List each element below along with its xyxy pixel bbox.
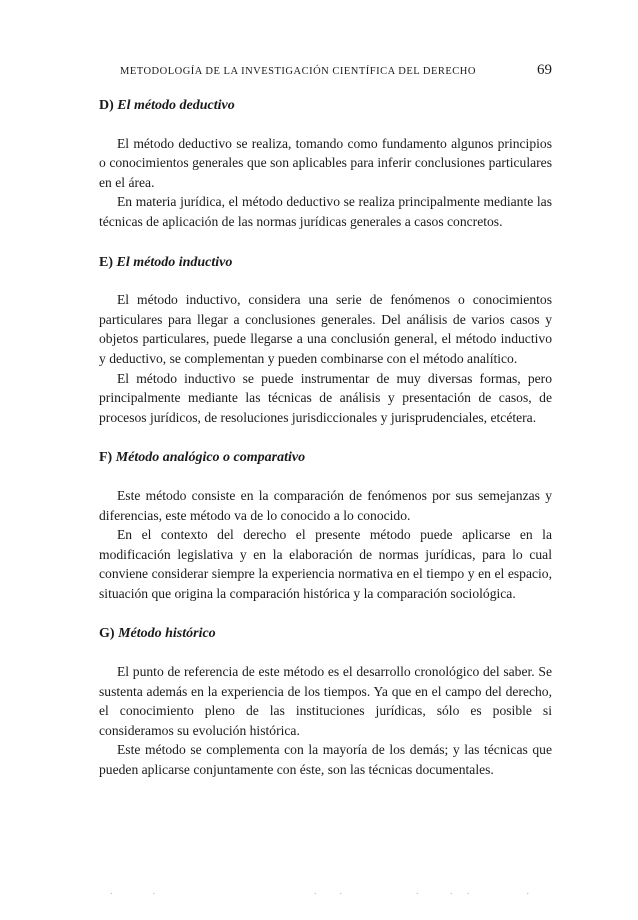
paragraph: Este método se complementa con la mayoría de los demás; y las técnicas que pueden aplicarse conjuntamente con éste, son las técnicas documentales. [99,742,552,778]
section-historical-method [99,624,552,779]
running-title: METODOLOGÍA DE LA INVESTIGACIÓN CIENTÍFICA DEL DERECHO [120,66,476,77]
paragraph: El punto de referencia de este método es el desarrollo cronológico del saber. Se sustenta además en la experiencia de los tiempos. Ya que en el campo del derecho, el conocimiento pleno de las instituciones jurídicas, sólo es posible si consideramos su evolución histórica. [99,664,552,738]
paragraph: El método deductivo se realiza, tomando como fundamento algunos principios o conocimientos generales que son aplicables para inferir conclusiones particulares en el área. [99,135,552,190]
section-letter: F) [99,450,113,466]
section-letter: G) [99,626,115,642]
section-title: El método inductivo [116,254,233,270]
section-title: Método histórico [118,626,216,642]
section-heading [99,253,552,273]
section-heading [99,624,552,644]
paragraph: En el contexto del derecho el presente método puede aplicarse en la modificación legislativa y en la elaboración de normas jurídicas, para lo cual conviene considerar siempre la experiencia normativa en el tiempo y en el espacio, situación que origina la comparación histórica y la comparación sociológica. [99,527,552,601]
section-inductive-method [99,253,552,428]
section-deductive-method [99,96,552,232]
section-heading [99,96,552,116]
page-header [120,62,552,79]
section-title: Método analógico o comparativo [115,450,306,466]
paragraph: El método inductivo, considera una serie de fenómenos o conocimientos particulares para llegar a conclusiones generales. Del análisis de varios casos y objetos particulares, puede llegarse a una conclusión general, el método inductivo y deductivo, se complementan y pueden combinarse con el método analítico. [99,292,552,366]
paragraph: En materia jurídica, el método deductivo se realiza principalmente mediante las técnicas de aplicación de las normas jurídicas generales a casos concretos. [99,194,552,229]
paragraph: Este método consiste en la comparación de fenómenos por sus semejanzas y diferencias, este método va de lo conocido a lo conocido. [99,487,552,523]
paragraph: El método inductivo se puede instrumentar de muy diversas formas, pero principalmente mediante las técnicas de análisis y presentación de casos, de procesos jurídicos, de resoluciones jurisdiccionales y jurisprudenciales, etcétera. [99,370,552,425]
section-comparative-method [99,448,552,603]
scan-artifact-dots: . . . . . . . . [110,886,535,897]
section-title: El método deductivo [117,98,235,113]
page-number: 69 [537,62,552,78]
section-letter: D) [99,98,114,113]
section-heading [99,448,552,468]
section-letter: E) [99,254,113,270]
body-text [99,96,552,780]
